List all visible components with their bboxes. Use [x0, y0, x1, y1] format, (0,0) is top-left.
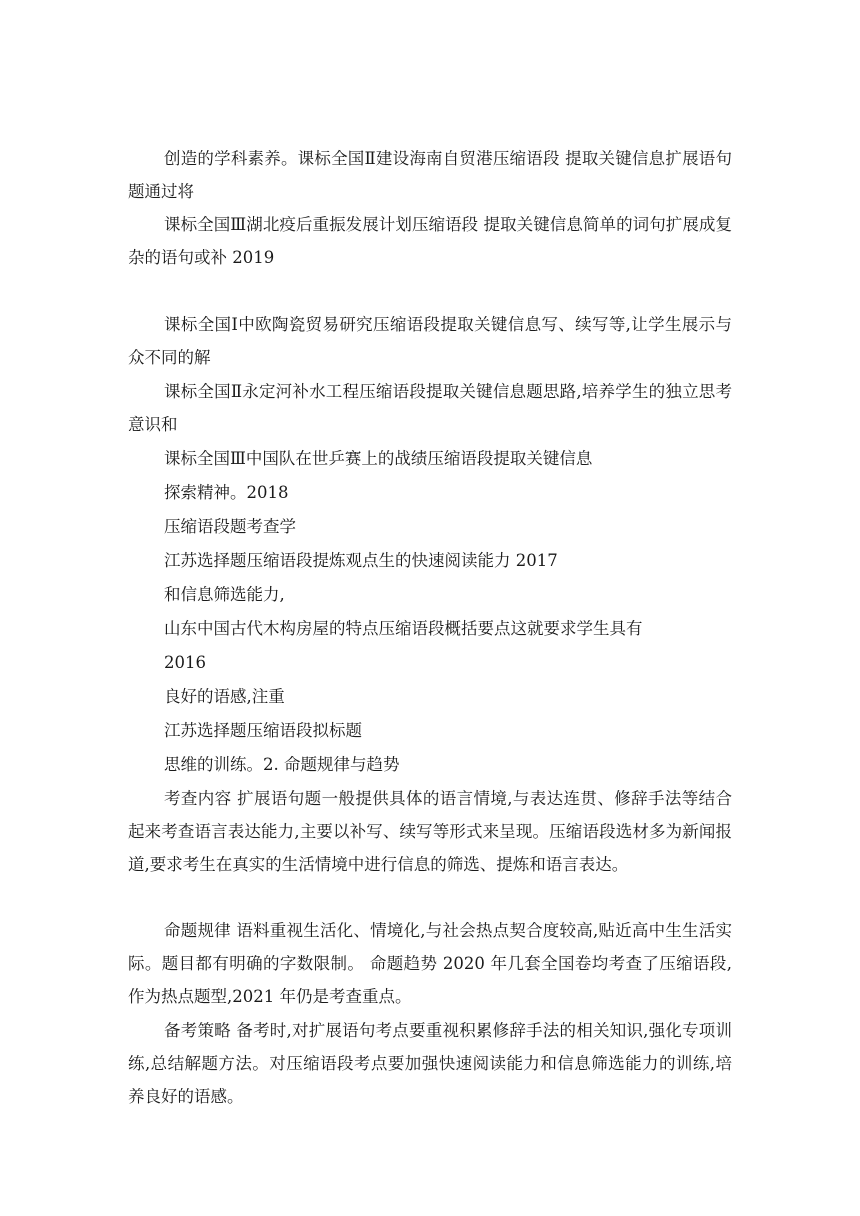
paragraph-9: 和信息筛选能力,: [164, 585, 285, 604]
paragraph-14: 思维的训练。2. 命题规律与趋势: [164, 755, 400, 774]
paragraph-16: 命题规律 语料重视生活化、情境化,与社会热点契合度较高,贴近高中生生活实际。题目都有明确的字数限制。 命题趋势 2020 年几套全国卷均考查了压缩语段,作为热点题型,2021 年仍是考查重点。: [128, 921, 732, 1006]
paragraph-3: 课标全国Ⅰ中欧陶瓷贸易研究压缩语段提取关键信息写、续写等,让学生展示与众不同的解: [128, 315, 732, 367]
paragraph-7: 压缩语段题考查学: [164, 517, 296, 536]
paragraph-1: 创造的学科素养。课标全国Ⅱ建设海南自贸港压缩语段 提取关键信息扩展语句题通过将: [128, 149, 732, 201]
paragraph-11: 2016: [164, 653, 206, 672]
paragraph-5: 课标全国Ⅲ中国队在世乒赛上的战绩压缩语段提取关键信息: [164, 449, 593, 468]
paragraph-13: 江苏选择题压缩语段拟标题: [164, 721, 362, 740]
paragraph-6: 探索精神。2018: [164, 483, 289, 502]
paragraph-4: 课标全国Ⅱ永定河补水工程压缩语段提取关键信息题思路,培养学生的独立思考意识和: [128, 382, 732, 434]
paragraph-17: 备考策略 备考时,对扩展语句考点要重视积累修辞手法的相关知识,强化专项训练,总结解题方法。对压缩语段考点要加强快速阅读能力和信息筛选能力的训练,培养良好的语感。: [128, 1021, 732, 1106]
paragraph-12: 良好的语感,注重: [164, 687, 285, 706]
paragraph-10: 山东中国古代木构房屋的特点压缩语段概括要点这就要求学生具有: [164, 619, 643, 638]
paragraph-8: 江苏选择题压缩语段提炼观点生的快速阅读能力 2017: [164, 551, 558, 570]
paragraph-2: 课标全国Ⅲ湖北疫后重振发展计划压缩语段 提取关键信息简单的词句扩展成复杂的语句或补 2019: [128, 215, 732, 267]
paragraph-15: 考查内容 扩展语句题一般提供具体的语言情境,与表达连贯、修辞手法等结合起来考查语言表达能力,主要以补写、续写等形式来呈现。压缩语段选材多为新闻报道,要求考生在真实的生活情境中进行信息的筛选、提炼和语言表达。: [128, 789, 732, 874]
